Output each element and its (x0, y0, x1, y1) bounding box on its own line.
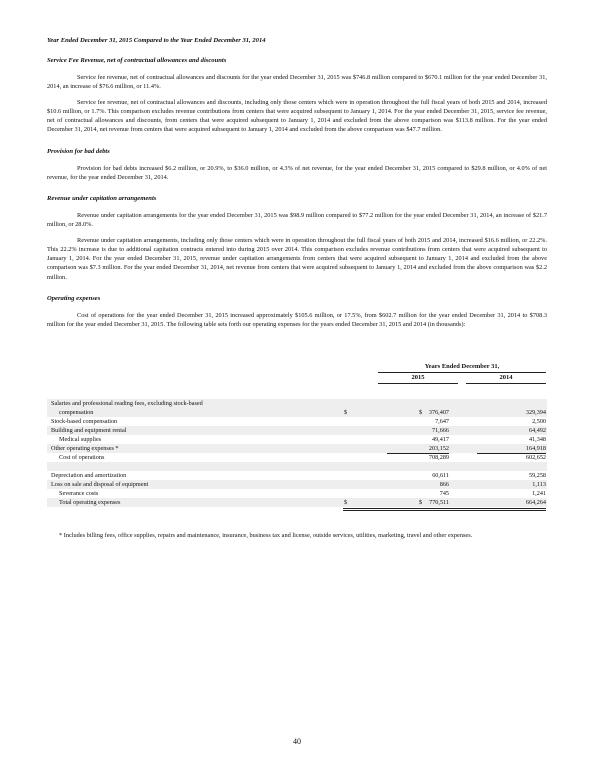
total-double-rule (418, 508, 546, 509)
paragraph: Service fee revenue, net of contractual allowances and discounts, including only those centers which were in operation throughout the full fiscal years of both 2015 and 2014, increased $10.6 million, or 1.7%. This comparison excludes revenue contributions from centers that were acquired subsequent to January 1, 2014. For the year ended December 31, 2015, service fee revenue, net of contractual allowances and discounts, from centers that were acquired subsequent to January 1, 2014 and excluded from the above comparison was $113.8 million. For the year ended December 31, 2014, net revenue from centers that were acquired subsequent to January 1, 2014 and excluded from the above comparison was $47.7 million. (47, 98, 547, 134)
table-row (47, 399, 547, 408)
paragraph: Cost of operations for the year ended December 31, 2015 increased approximately $105.6 million, or 17.5%, from $602.7 million for the year ended December 31, 2014 to $708.3 million for the year ended December 31, 2015. The following table sets forth our operating expenses for the years ended December 31, 2015 and 2014 (in thousands): (47, 311, 547, 329)
page-number: 40 (293, 737, 301, 746)
paragraph: Revenue under capitation arrangements, including only those centers which were in operation throughout the full fiscal years of both 2015 and 2014, increased $16.6 million, or 22.2%. This 22.2% increase is due to additional capitation contracts entered into during 2015 over 2014. This comparison excludes revenue contributions from centers that were acquired subsequent to January 1, 2014. For the year ended December 31, 2015, revenue under capitation arrangements from centers that were acquired subsequent to January 1, 2014 and excluded from the above comparison was $7.3 million. For the year ended December 31, 2014, net revenue from centers that were acquired subsequent to January 1, 2014 and excluded from the above comparison was $2.2 million. (47, 236, 547, 281)
value-2015: 770,511 (429, 499, 449, 507)
heading-provision-bad-debts: Provision for bad debts (47, 147, 110, 155)
table-row (47, 498, 547, 507)
value-2014: 1,113 (532, 481, 546, 489)
table-footnote: * Includes billing fees, office supplies, repairs and maintenance, insurance, business tax and license, outside services, utilities, marketing, travel and other expenses. (59, 532, 473, 540)
value-2015: 866 (439, 481, 449, 489)
value-2015: 745 (439, 490, 449, 498)
section-title: Year Ended December 31, 2015 Compared to the Year Ended December 31, 2014 (47, 37, 266, 44)
value-2015: 376,407 (428, 409, 449, 417)
heading-service-fee-revenue: Service Fee Revenue, net of contractual allowances and discounts (47, 57, 227, 64)
row-label: Stock-based compensation (51, 418, 118, 426)
row-label: Cost of operations (59, 454, 105, 462)
currency-symbol: $ (419, 409, 423, 417)
value-2015: 708,289 (428, 454, 449, 462)
column-header-2014: 2014 (499, 374, 513, 382)
currency-symbol: $ (344, 409, 348, 417)
row-label: Medical supplies (59, 436, 102, 444)
paragraph: Revenue under capitation arrangements for the year ended December 31, 2015 was $98.9 million compared to $77.2 million for the year ended December 31, 2014, an increase of $21.7 million, or 28.0%. (47, 212, 547, 229)
operating-expenses-table (47, 363, 547, 531)
total-double-rule (418, 510, 546, 511)
value-2014: 64,492 (528, 427, 546, 435)
row-label: Salaries and professional reading fees, excluding stock-based (51, 400, 203, 408)
row-label: Other operating expenses * (51, 445, 119, 453)
document-page (47, 37, 547, 540)
value-2015: 71,666 (431, 427, 449, 435)
value-2014: 2,500 (532, 418, 546, 426)
currency-symbol: $ (419, 499, 423, 507)
heading-capitation-revenue: Revenue under capitation arrangements (47, 195, 157, 203)
row-label: Building and equipment rental (51, 427, 127, 435)
value-2014: 329,394 (525, 409, 546, 417)
table-row (47, 480, 547, 489)
header-rule (466, 383, 546, 384)
table-row (47, 453, 547, 462)
table-row (47, 426, 547, 435)
value-2014: 664,264 (525, 499, 546, 507)
value-2014: 164,918 (525, 445, 546, 453)
value-2015: 7,647 (435, 418, 449, 426)
row-label: compensation (59, 409, 94, 417)
header-rule (378, 372, 546, 373)
table-row (47, 471, 547, 480)
header-rule (378, 383, 458, 384)
row-label: Total operating expenses (59, 499, 121, 507)
column-header-2015: 2015 (411, 374, 425, 382)
value-2014: 59,258 (528, 472, 546, 480)
table-row (47, 444, 547, 453)
heading-operating-expenses: Operating expenses (47, 294, 101, 302)
table-row-spacer (47, 462, 547, 471)
value-2015: 203,152 (428, 445, 449, 453)
value-2014: 41,348 (528, 436, 546, 444)
row-label: Loss on sale and disposal of equipment (51, 481, 149, 489)
paragraph: Service fee revenue, net of contractual allowances and discounts for the year ended December 31, 2015 was $746.8 million compared to $670.1 million for the year ended December 31, 2014, an increase of $76.6 million, or 11.4%. (47, 74, 547, 91)
row-label: Depreciation and amortization (51, 472, 127, 480)
table-row (47, 435, 547, 444)
value-2014: 1,241 (532, 490, 546, 498)
row-label: Severance costs (59, 490, 99, 498)
value-2015: 49,417 (431, 436, 449, 444)
table-row (47, 417, 547, 426)
table-row (47, 489, 547, 498)
value-2015: 60,611 (432, 472, 449, 480)
table-row (47, 408, 547, 417)
paragraph: Provision for bad debts increased $6.2 million, or 20.9%, to $36.0 million, or 4.3% of net revenue, for the year ended December 31, 2015 compared to $29.8 million, or 4.0% of net revenue, for the year ended December 31, 2014. (47, 164, 547, 181)
table-header-years: Years Ended December 31, (424, 363, 500, 371)
value-2014: 602,652 (525, 454, 546, 462)
currency-symbol: $ (344, 499, 348, 507)
